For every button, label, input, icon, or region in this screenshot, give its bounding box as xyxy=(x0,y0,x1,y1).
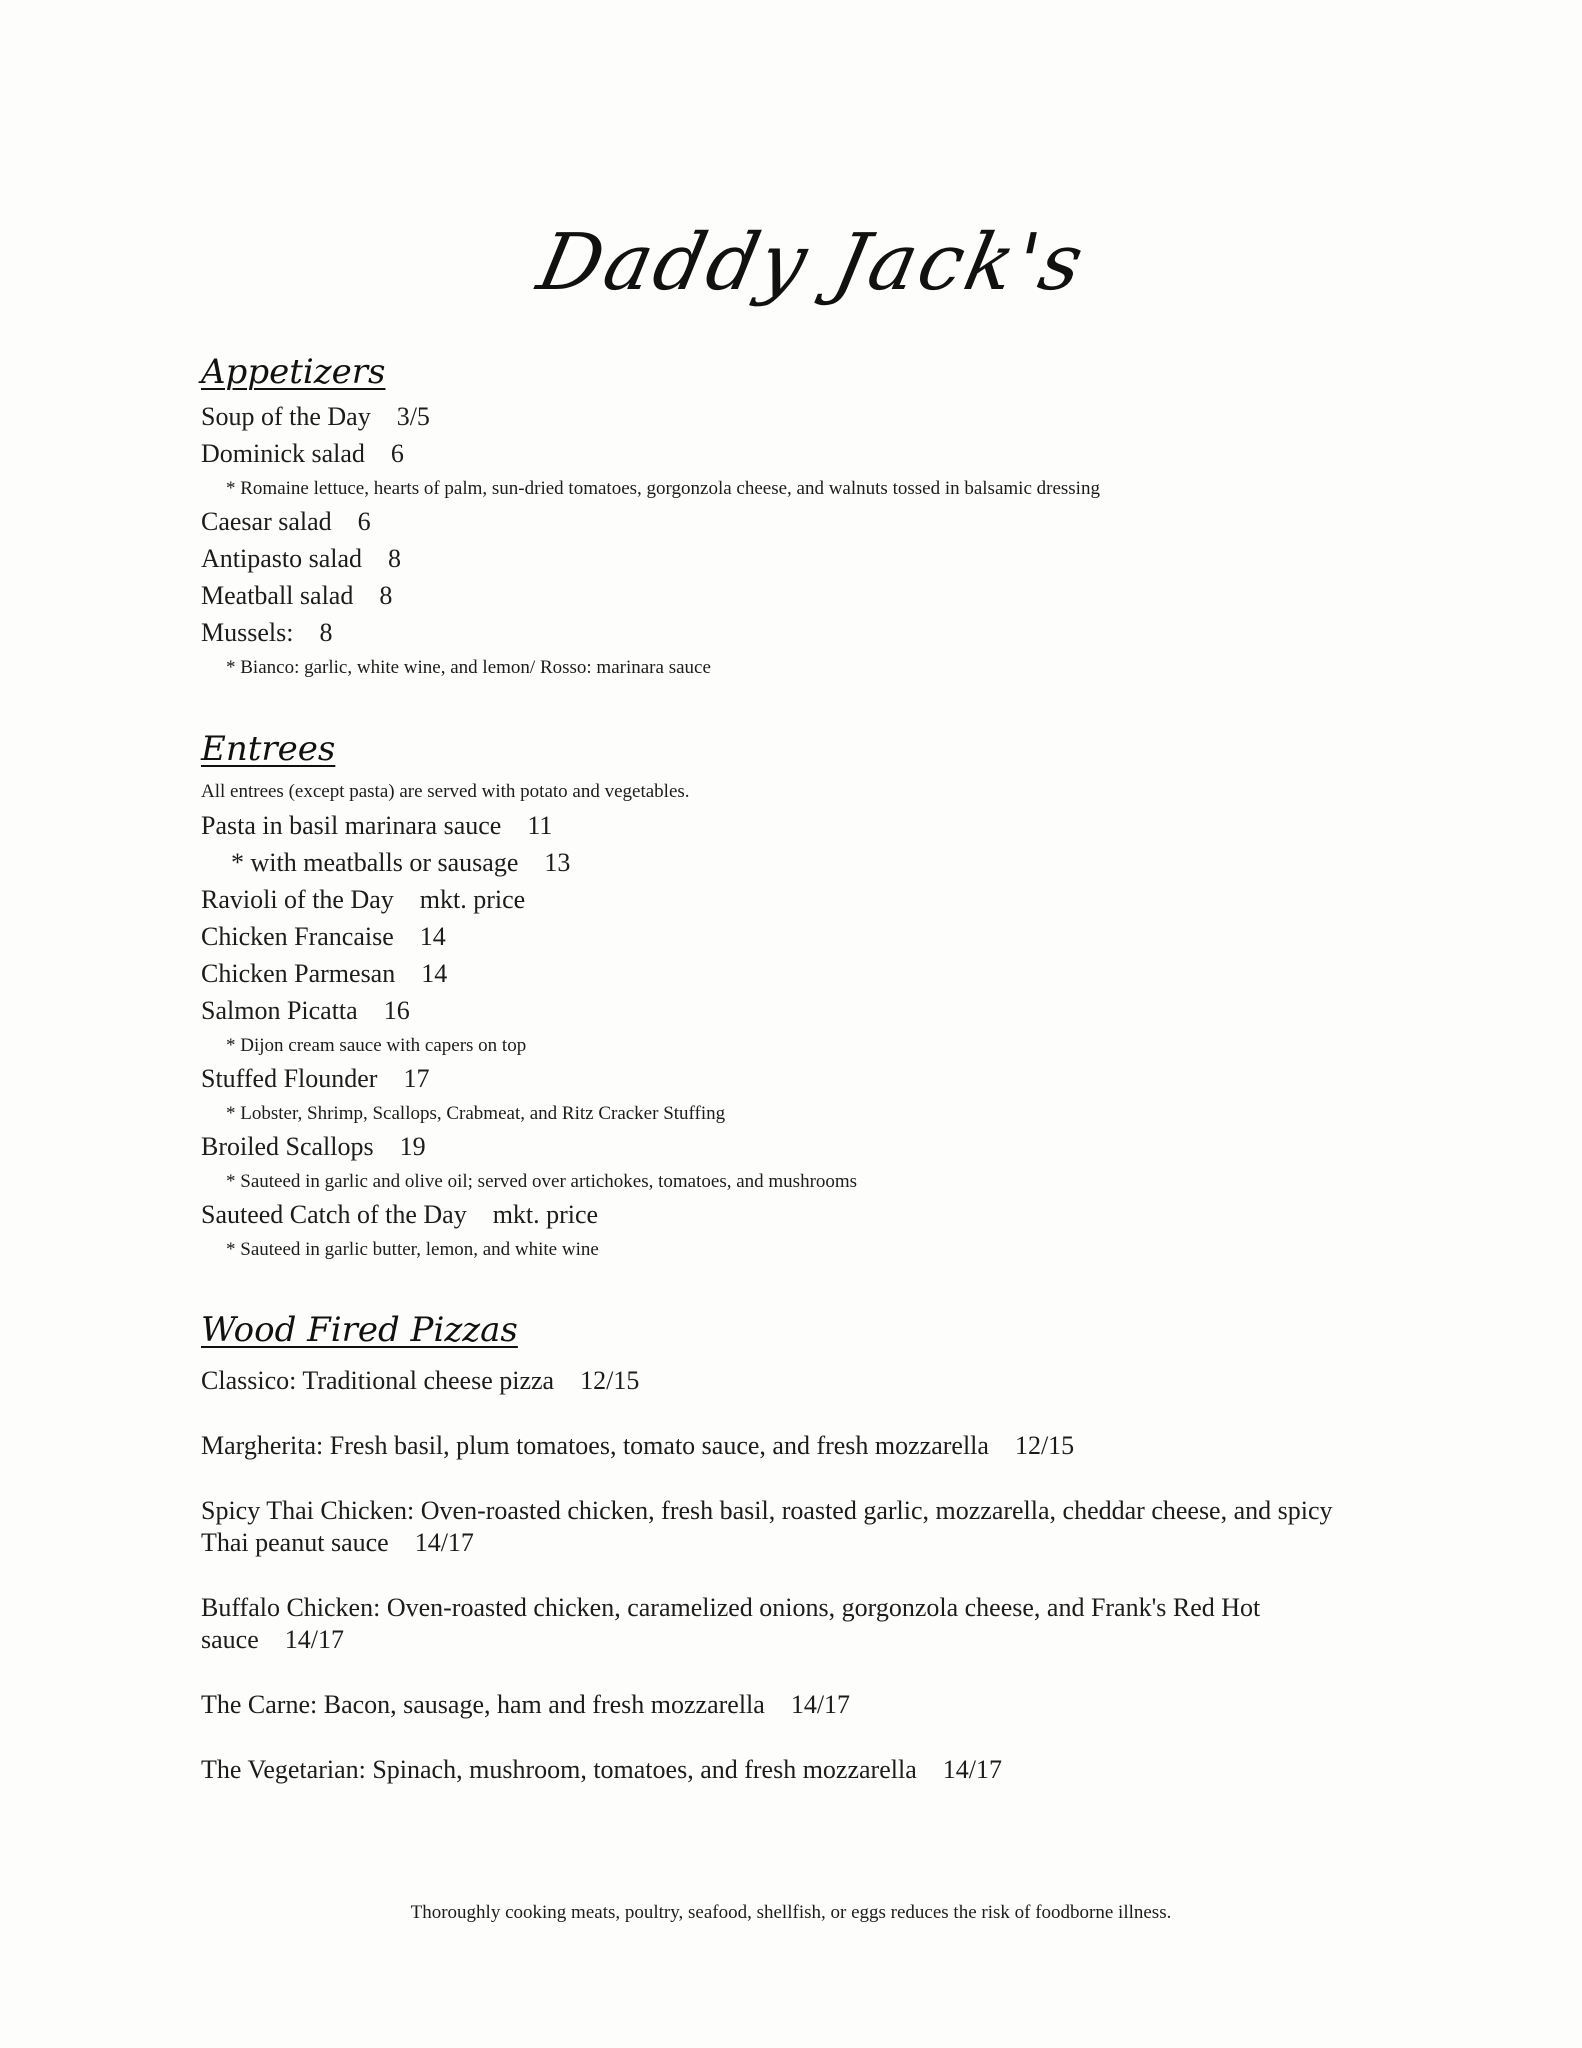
restaurant-name: Daddy Jack's xyxy=(530,218,1094,308)
item-name: Soup of the Day xyxy=(201,402,371,431)
item-name: Stuffed Flounder xyxy=(201,1064,378,1093)
item-note: * Sauteed in garlic butter, lemon, and white wine xyxy=(226,1239,599,1260)
pizza-item xyxy=(201,1592,1341,1656)
item-price: mkt. price xyxy=(419,885,526,914)
pizza-item xyxy=(201,1689,1341,1721)
pizza-description: The Vegetarian: Spinach, mushroom, tomatoes, and fresh mozzarella xyxy=(201,1755,917,1784)
item-price: 14 xyxy=(421,959,448,988)
item-name: Chicken Francaise xyxy=(201,922,394,951)
menu-item xyxy=(201,580,392,612)
pizza-item xyxy=(201,1430,1341,1462)
menu-item xyxy=(201,1131,426,1163)
menu-item xyxy=(201,921,446,953)
menu-item xyxy=(201,958,447,990)
menu-item xyxy=(201,1199,598,1231)
item-name: Sauteed Catch of the Day xyxy=(201,1200,467,1229)
pizza-price: 12/15 xyxy=(1014,1431,1075,1460)
item-price: 16 xyxy=(383,996,410,1025)
pizza-item xyxy=(201,1365,1341,1397)
pizza-description: Buffalo Chicken: Oven-roasted chicken, caramelized onions, gorgonzola cheese, and Frank's Red Hot sauce xyxy=(201,1593,1261,1654)
pizza-price: 12/15 xyxy=(580,1366,640,1395)
menu-item xyxy=(201,438,404,470)
item-name: Salmon Picatta xyxy=(201,996,358,1025)
item-name: Pasta in basil marinara sauce xyxy=(201,811,502,840)
item-name: Chicken Parmesan xyxy=(201,959,396,988)
item-price: 17 xyxy=(403,1064,430,1093)
pizza-item xyxy=(201,1754,1341,1786)
item-price: 8 xyxy=(319,618,333,647)
entrees-intro: All entrees (except pasta) are served with potato and vegetables. xyxy=(201,781,690,802)
entrees-heading: Entrees xyxy=(201,729,336,769)
item-note: * Dijon cream sauce with capers on top xyxy=(226,1035,527,1056)
pizza-price: 14/17 xyxy=(414,1528,474,1557)
menu-item xyxy=(201,506,371,538)
item-name: Ravioli of the Day xyxy=(201,885,394,914)
item-price: 11 xyxy=(527,811,553,840)
menu-item xyxy=(201,810,552,842)
menu-item xyxy=(231,847,570,879)
item-name: Mussels: xyxy=(201,618,294,647)
item-name: Meatball salad xyxy=(201,581,354,610)
menu-item xyxy=(201,401,430,433)
pizza-price: 14/17 xyxy=(284,1625,344,1654)
menu-item xyxy=(201,543,401,575)
item-note: * Lobster, Shrimp, Scallops, Crabmeat, and Ritz Cracker Stuffing xyxy=(226,1103,726,1124)
item-price: 6 xyxy=(357,507,371,536)
item-note: * Romaine lettuce, hearts of palm, sun-dried tomatoes, gorgonzola cheese, and walnuts tossed in balsamic dressing xyxy=(226,478,1100,499)
menu-item xyxy=(201,1063,429,1095)
food-safety-notice: Thoroughly cooking meats, poultry, seafood, shellfish, or eggs reduces the risk of foodborne illness. xyxy=(410,1902,1172,1923)
item-price: 14 xyxy=(419,922,446,951)
pizzas-heading: Wood Fired Pizzas xyxy=(201,1310,518,1350)
item-price: 13 xyxy=(544,848,571,877)
item-name: Caesar salad xyxy=(201,507,332,536)
menu-item xyxy=(201,617,332,649)
item-price: 8 xyxy=(379,581,393,610)
item-price: 3/5 xyxy=(396,402,430,431)
pizza-description: Spicy Thai Chicken: Oven-roasted chicken, fresh basil, roasted garlic, mozzarella, cheddar cheese, and spicy Thai peanut sauce xyxy=(201,1496,1333,1557)
pizza-price: 14/17 xyxy=(942,1755,1002,1784)
item-price: 19 xyxy=(399,1132,426,1161)
pizza-price: 14/17 xyxy=(790,1690,851,1719)
pizza-description: Classico: Traditional cheese pizza xyxy=(201,1366,555,1395)
item-price: 6 xyxy=(390,439,404,468)
item-note: * Sauteed in garlic and olive oil; served over artichokes, tomatoes, and mushrooms xyxy=(226,1171,858,1192)
pizza-description: The Carne: Bacon, sausage, ham and fresh mozzarella xyxy=(201,1690,765,1719)
pizza-item xyxy=(201,1495,1341,1559)
menu-item xyxy=(201,884,525,916)
menu-item xyxy=(201,995,410,1027)
item-price: mkt. price xyxy=(492,1200,599,1229)
item-note: * Bianco: garlic, white wine, and lemon/ Rosso: marinara sauce xyxy=(226,657,711,678)
item-name: Antipasto salad xyxy=(201,544,363,573)
item-price: 8 xyxy=(388,544,402,573)
appetizers-heading: Appetizers xyxy=(201,352,386,392)
item-name: * with meatballs or sausage xyxy=(231,848,519,877)
item-name: Dominick salad xyxy=(201,439,365,468)
pizza-description: Margherita: Fresh basil, plum tomatoes, tomato sauce, and fresh mozzarella xyxy=(201,1431,989,1460)
item-name: Broiled Scallops xyxy=(201,1132,374,1161)
